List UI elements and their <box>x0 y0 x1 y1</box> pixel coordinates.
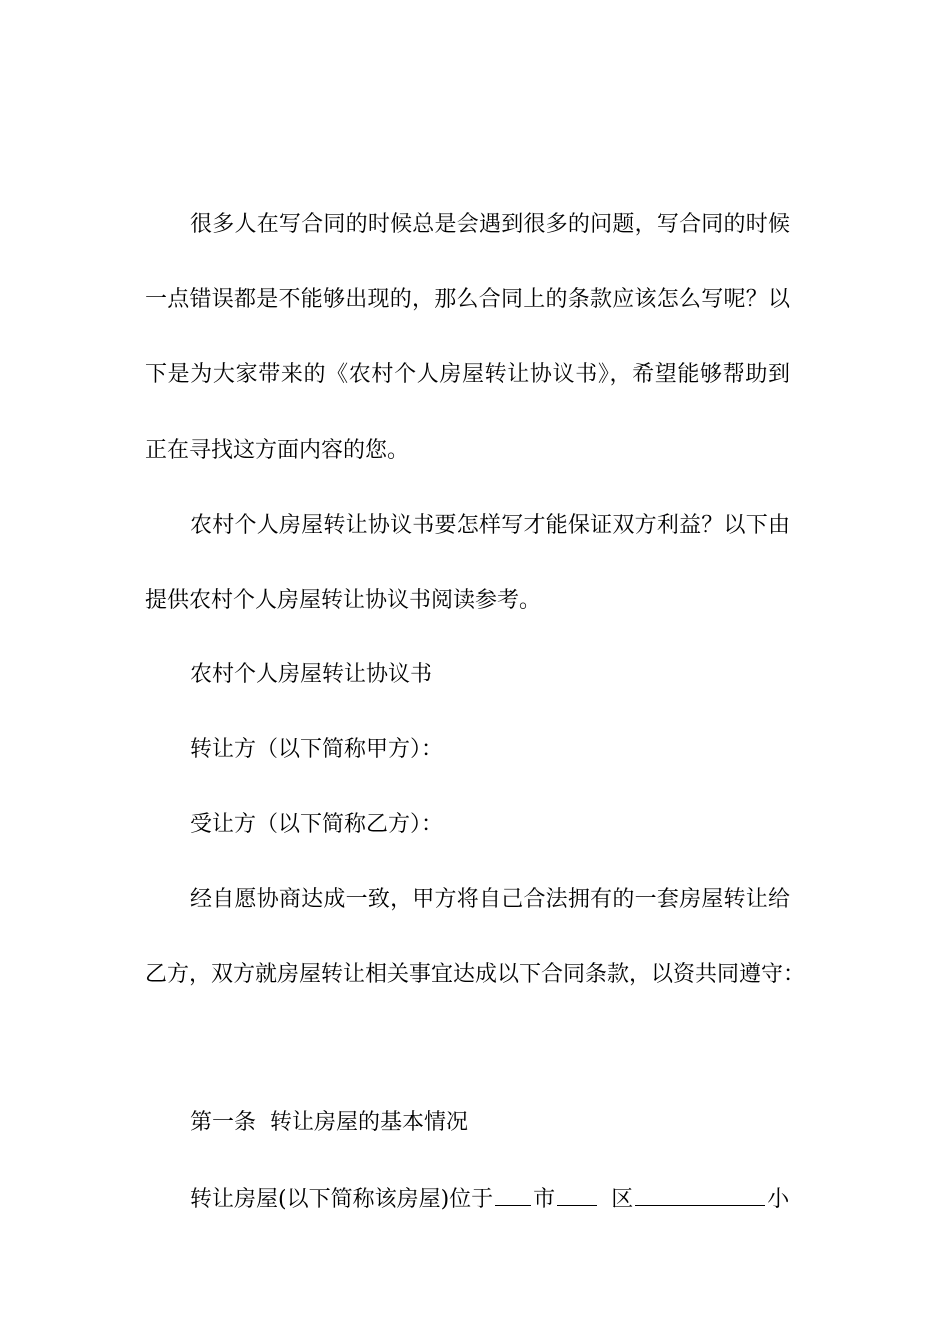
question-paragraph-line-2: 提供农村个人房屋转让协议书阅读参考。 <box>145 588 542 613</box>
district-prefix-blank <box>557 1183 597 1206</box>
community-blank <box>635 1183 765 1206</box>
district-label: 区 <box>611 1187 634 1212</box>
article-1-title: 第一条 转让房屋的基本情况 <box>190 1110 468 1135</box>
agreement-paragraph-line-2: 乙方，双方就房屋转让相关事宜达成以下合同条款，以资共同遵守： <box>145 962 806 987</box>
city-blank <box>495 1183 531 1206</box>
intro-paragraph-line-4: 正在寻找这方面内容的您。 <box>145 438 410 463</box>
city-label: 市 <box>533 1187 556 1212</box>
intro-paragraph-line-3: 下是为大家带来的《农村个人房屋转让协议书》，希望能够帮助到 <box>145 362 790 387</box>
transferor-line: 转让方（以下简称甲方）： <box>190 737 444 762</box>
question-paragraph-line-1: 农村个人房屋转让协议书要怎样写才能保证双方利益？以下由 <box>190 513 790 538</box>
intro-paragraph-line-2: 一点错误都是不能够出现的，那么合同上的条款应该怎么写呢？以 <box>145 287 790 312</box>
article-1-location-suffix: 小 <box>767 1187 790 1212</box>
transferee-line: 受让方（以下简称乙方）： <box>190 812 444 837</box>
document-title: 农村个人房屋转让协议书 <box>190 662 433 687</box>
intro-paragraph-line-1: 很多人在写合同的时候总是会遇到很多的问题，写合同的时候 <box>190 212 790 237</box>
article-1-location-line <box>190 1183 789 1213</box>
article-1-location-prefix: 转让房屋(以下简称该房屋)位于 <box>190 1187 494 1212</box>
agreement-paragraph-line-1: 经自愿协商达成一致，甲方将自己合法拥有的一套房屋转让给 <box>190 887 790 912</box>
